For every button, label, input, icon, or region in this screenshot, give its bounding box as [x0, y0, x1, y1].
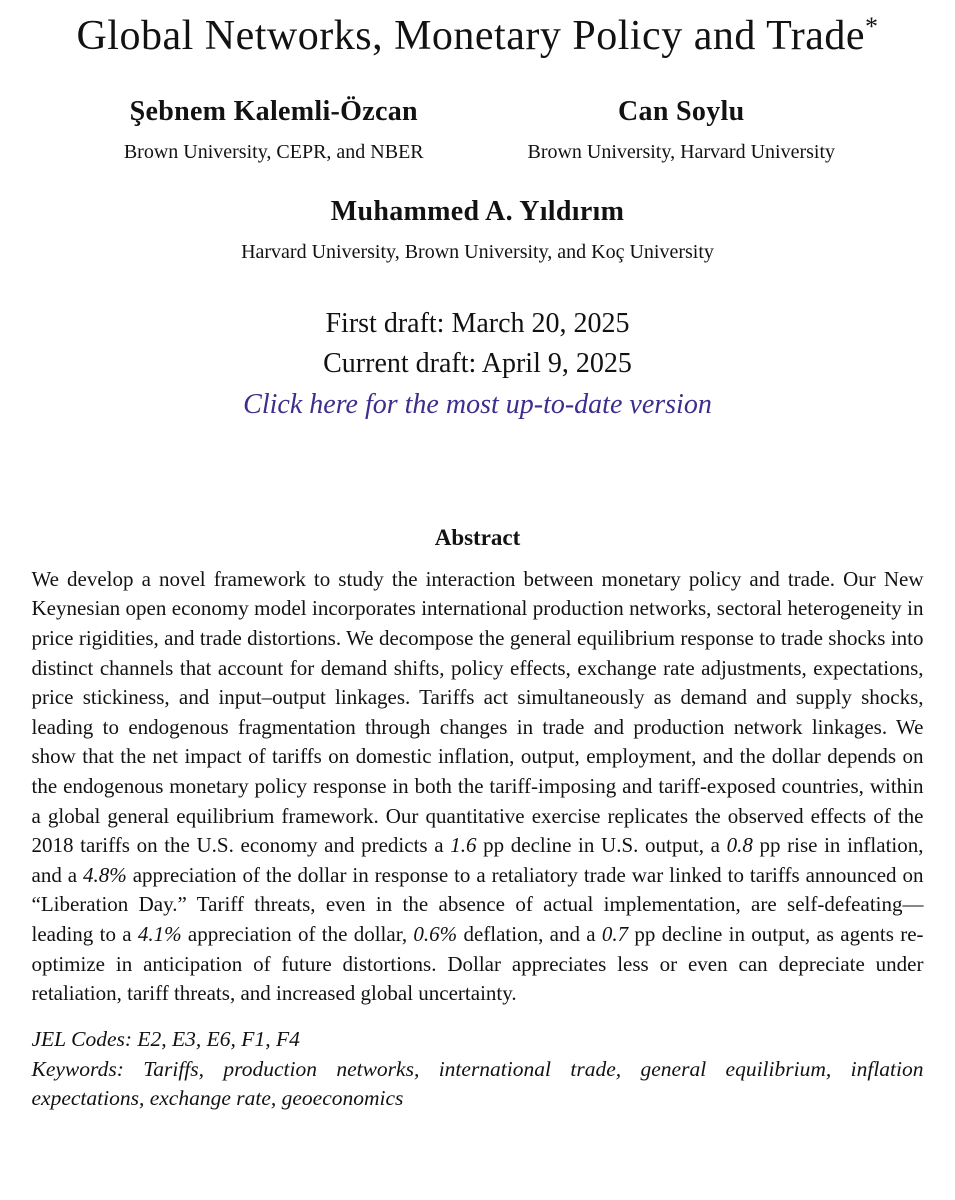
title-footnote-marker: * — [865, 12, 879, 41]
author-affiliation: Brown University, CEPR, and NBER — [123, 141, 424, 164]
author-name: Muhammed A. Yıldırım — [330, 196, 625, 228]
paper-title — [20, 12, 935, 60]
abstract-emphasis: 4.1% — [137, 921, 182, 946]
first-draft-date: First draft: March 20, 2025 — [325, 308, 630, 340]
author-name: Şebnem Kalemli-Özcan — [129, 96, 418, 128]
abstract-segment: pp decline in U.S. output, a — [476, 833, 727, 858]
version-link[interactable]: Click here for the most up-to-date version — [243, 388, 712, 420]
abstract-emphasis: 1.6 — [450, 833, 477, 858]
abstract-segment: appreciation of the dollar in response to a retaliatory trade war linked to tariffs announced on “Liberation Day.” Tariff threats, even in the absence of actual implementation, are self-defeating—leading to a — [31, 862, 924, 946]
abstract-emphasis: 0.6% — [413, 921, 458, 946]
keywords-label: Keywords: — [31, 1056, 124, 1081]
abstract-segment: We develop a novel framework to study the interaction between monetary policy and trade. Our New Keynesian open economy model incorporates international production networks, sectoral heterogeneity in price rigidities, and trade distortions. We decompose the general equilibrium response to trade shocks into distinct channels that account for demand shifts, policy effects, exchange rate adjustments, expectations, price stickiness, and input–output linkages. Tariffs act simultaneously as demand and supply shocks, leading to endogenous fragmentation through changes in trade and production network linkages. We show that the net impact of tariffs on domestic inflation, output, employment, and the dollar depends on the endogenous monetary policy response in both the tariff-imposing and tariff-exposed countries, within a global general equilibrium framework. Our quantitative exercise replicates the observed effects of the 2018 tariffs on the U.S. economy and predicts a — [31, 566, 924, 858]
abstract-emphasis: 0.8 — [726, 833, 753, 858]
author-name: Can Soylu — [618, 96, 745, 128]
jel-codes-value: E2, E3, E6, F1, F4 — [137, 1026, 300, 1051]
author-block-yildirim — [0, 196, 955, 264]
paper-meta — [32, 1025, 924, 1114]
jel-codes-line — [32, 1025, 924, 1055]
abstract-segment: appreciation of the dollar, — [181, 921, 414, 946]
author-affiliation: Harvard University, Brown University, and Koç University — [241, 241, 714, 264]
keywords-line — [32, 1055, 924, 1115]
author-block-soylu — [478, 96, 886, 164]
abstract-emphasis: 0.7 — [601, 921, 629, 946]
abstract-segment: deflation, and a — [457, 921, 602, 946]
jel-codes-label: JEL Codes: — [31, 1026, 133, 1051]
abstract-heading: Abstract — [434, 524, 521, 550]
abstract-segment: pp decline in output, as agents re-optimize in anticipation of future distortions. Dollar appreciates less or even can depreciate under retaliation, tariff threats, and increased global uncertainty. — [31, 921, 924, 1006]
paper-title-text: Global Networks, Monetary Policy and Trade — [76, 13, 866, 59]
author-affiliation: Brown University, Harvard University — [527, 141, 836, 164]
abstract-segment: pp rise in inflation, and a — [31, 833, 924, 887]
abstract-text — [32, 565, 924, 1009]
keywords-value: Tariffs, production networks, international trade, general equilibrium, inflation expectations, exchange rate, geoeconomics — [31, 1056, 924, 1111]
authors-row — [70, 96, 885, 164]
author-block-kalemli-ozcan — [70, 96, 478, 164]
draft-dates — [0, 304, 955, 384]
abstract-emphasis: 4.8% — [83, 862, 127, 887]
current-draft-date: Current draft: April 9, 2025 — [323, 348, 632, 380]
